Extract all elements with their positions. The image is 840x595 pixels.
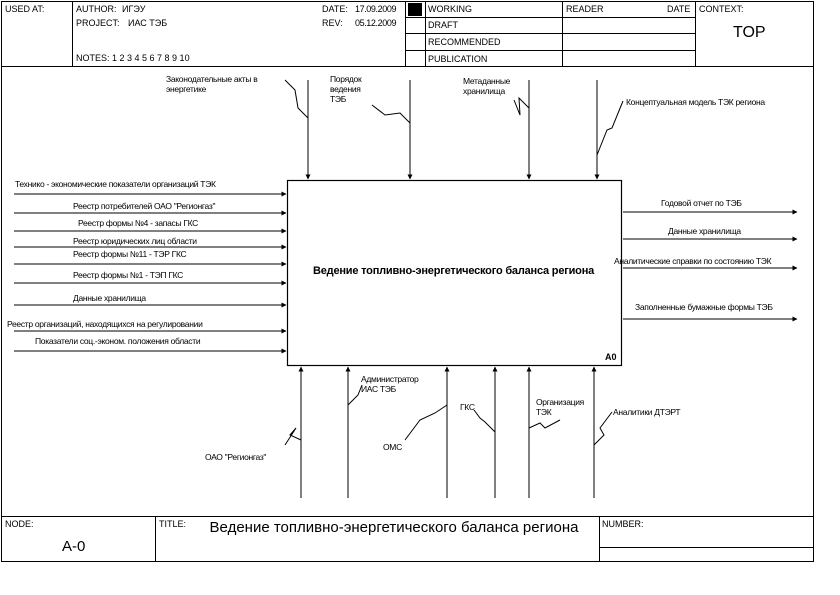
mechanism-label-1: ОАО "Регионгаз": [205, 452, 267, 462]
reader-date-label: DATE: [667, 4, 691, 14]
input-label-4: Реестр юридических лиц области: [73, 236, 197, 246]
notes: NOTES: 1 2 3 4 5 6 7 8 9 10: [76, 53, 190, 63]
project-value: ИАС ТЭБ: [128, 18, 168, 28]
outer-frame: [2, 2, 814, 562]
output-label-4: Заполненные бумажные формы ТЭБ: [635, 302, 773, 312]
control-squiggle-4: [597, 101, 623, 155]
node-value: A-0: [62, 538, 86, 555]
input-label-7: Данные хранилища: [73, 293, 146, 303]
activity-title: Ведение топливно-энергетического баланса региона: [313, 265, 595, 277]
output-label-3: Аналитические справки по состоянию ТЭК: [614, 256, 772, 266]
input-label-2: Реестр потребителей ОАО "Регионгаз": [73, 201, 216, 211]
project-label: PROJECT:: [76, 18, 120, 28]
status-draft: DRAFT: [428, 20, 458, 30]
control-squiggle-1: [285, 80, 308, 118]
context-label: CONTEXT:: [699, 4, 744, 14]
author-label: AUTHOR:: [76, 4, 117, 14]
rev-label: REV:: [322, 18, 343, 28]
input-label-6: Реестр формы №1 - ТЭП ГКС: [73, 270, 184, 280]
control-squiggle-2: [372, 105, 410, 123]
input-label-9: Показатели соц.-эконом. положения области: [35, 336, 201, 346]
status-publication: PUBLICATION: [428, 54, 488, 64]
control-label-3: Метаданные хранилища: [463, 76, 511, 96]
date-value: 17.09.2009: [355, 4, 397, 14]
mechanism-label-6: Аналитики ДТЭРТ: [613, 407, 681, 417]
mechanism-label-3: ОМС: [383, 442, 402, 452]
input-label-5: Реестр формы №11 - ТЭР ГКС: [73, 249, 187, 259]
mechanism-label-2: Администратор ИАС ТЭБ: [361, 374, 419, 394]
author-value: ИГЭУ: [122, 4, 146, 14]
control-label-1: Законодательные акты в энергетике: [166, 74, 258, 94]
mechanism-label-4: ГКС: [460, 402, 475, 412]
control-label-2: Порядок ведения ТЭБ: [330, 74, 362, 104]
working-status-marker: [408, 3, 422, 16]
output-label-2: Данные хранилища: [668, 226, 741, 236]
control-squiggle-3: [514, 98, 529, 115]
node-label: NODE:: [5, 519, 34, 529]
title-label: TITLE:: [159, 519, 187, 529]
number-label: NUMBER:: [602, 519, 644, 529]
control-label-4: Концептуальная модель ТЭК региона: [626, 97, 765, 107]
used-at-label: USED AT:: [5, 4, 45, 14]
date-label: DATE:: [322, 4, 348, 14]
input-label-1: Технико - экономические показатели организаций ТЭК: [15, 179, 216, 189]
input-label-3: Реестр формы №4 - запасы ГКС: [78, 218, 199, 228]
activity-node: A0: [605, 352, 617, 362]
reader-label: READER: [566, 4, 604, 14]
context-value: TOP: [733, 24, 766, 41]
mechanism-label-5: Организация ТЭК: [536, 397, 584, 417]
status-recommended: RECOMMENDED: [428, 37, 501, 47]
input-label-8: Реестр организаций, находящихся на регулировании: [7, 319, 203, 329]
diagram-title: Ведение топливно-энергетического баланса региона: [209, 519, 579, 536]
status-working: WORKING: [428, 4, 472, 14]
rev-value: 05.12.2009: [355, 18, 397, 28]
output-label-1: Годовой отчет по ТЭБ: [661, 198, 742, 208]
